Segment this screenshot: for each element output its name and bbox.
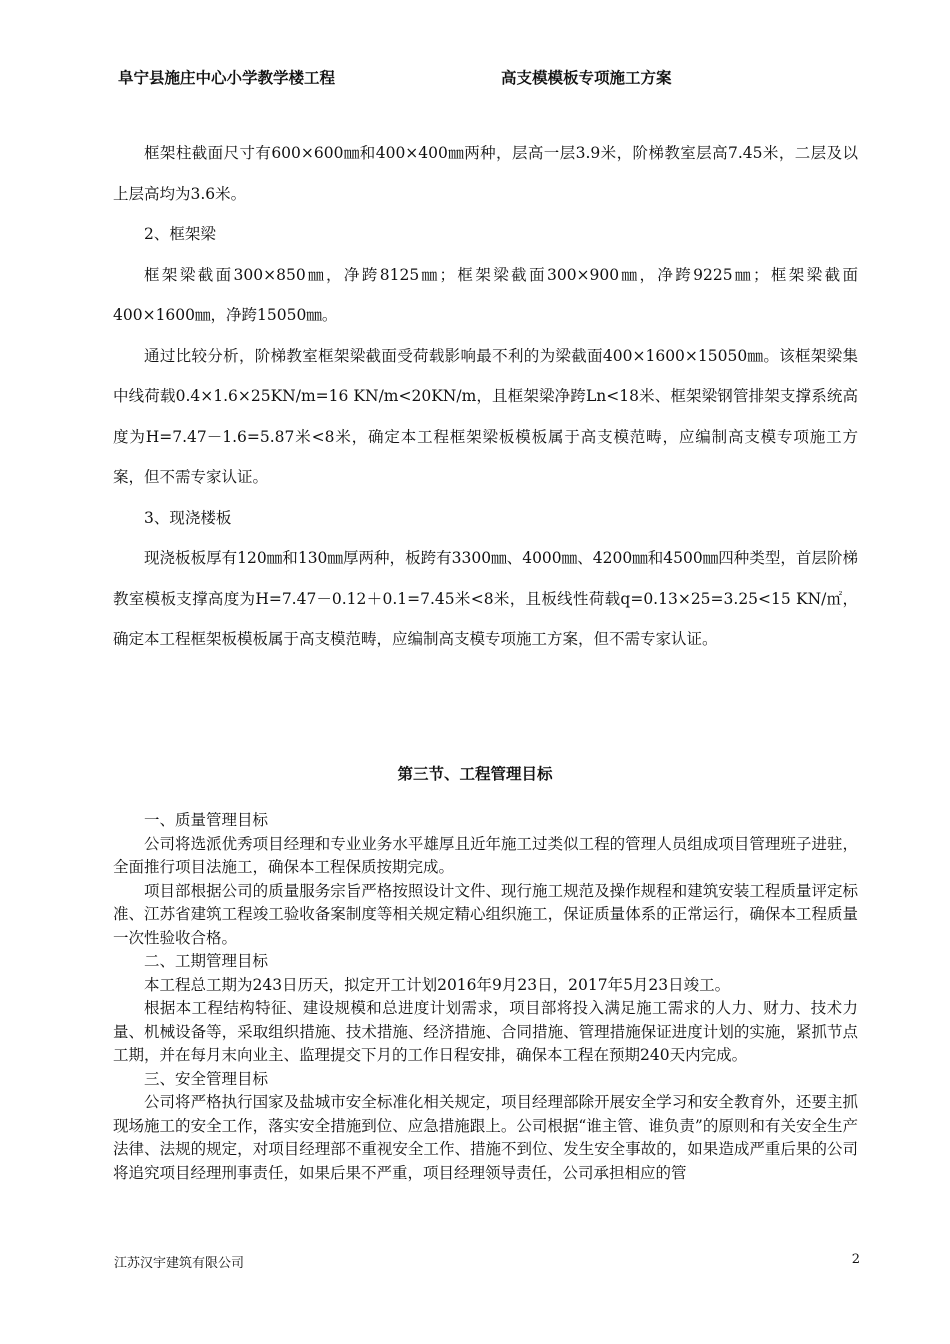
subheading-safety: 三、安全管理目标 xyxy=(144,1069,269,1088)
paragraph-schedule-measures: 根据本工程结构特征、建设规模和总进度计划需求，项目部将投入满足施工需求的人力、财力、技术力量、机械设备等，采取组织措施、技术措施、经济措施、合同措施、管理措施保证进度计划的实施，紧抓节点工期，并在每月末向业主、监理提交下月的工作日程安排，确保本工程在预期240天内完成。 xyxy=(113,999,858,1064)
header-document-title: 高支模模板专项施工方案 xyxy=(501,69,672,87)
management-goals-section xyxy=(113,809,858,1185)
footer-company: 江苏汉宇建筑有限公司 xyxy=(114,1256,245,1271)
structure-description-section xyxy=(113,133,858,660)
header-project-name: 阜宁县施庄中心小学教学楼工程 xyxy=(118,69,336,87)
paragraph-safety-policy: 公司将严格执行国家及盐城市安全标准化相关规定，项目经理部除开展安全学习和安全教育外，还要主抓现场施工的安全工作，落实安全措施到位、应急措施跟上。公司根据“谁主管、谁负责”的原则和有关安全生产法律、法规的规定，对项目经理部不重视安全工作、措施不到位、发生安全事故的，如果造成严重后果的公司将追究项目经理刑事责任，如果后果不严重，项目经理领导责任，公司承担相应的管 xyxy=(113,1093,858,1182)
page-footer xyxy=(114,1252,860,1271)
paragraph-beam-sections: 框架梁截面300×850㎜，净跨8125㎜；框架梁截面300×900㎜，净跨9225㎜；框架梁截面400×1600㎜，净跨15050㎜。 xyxy=(113,265,858,324)
paragraph-schedule-duration: 本工程总工期为243日历天，拟定开工计划2016年9月23日，2017年5月23日竣工。 xyxy=(144,975,731,994)
paragraph-slab-analysis: 现浇板板厚有120㎜和130㎜厚两种，板跨有3300㎜、4000㎜、4200㎜和4500㎜四种类型，首层阶梯教室模板支撑高度为H=7.47－0.12＋0.1=7.45米<8米，且板线性荷载q=0.13×25=3.25<15 KN/㎡，确定本工程框架板模板属于高支模范畴，应编制高支模专项施工方案，但不需专家认证。 xyxy=(113,549,858,648)
subheading-schedule: 二、工期管理目标 xyxy=(144,952,269,970)
paragraph-column-sizes: 框架柱截面尺寸有600×600㎜和400×400㎜两种，层高一层3.9米，阶梯教室层高7.45米，二层及以上层高均为3.6米。 xyxy=(113,144,858,203)
page-number: 2 xyxy=(851,1252,860,1267)
paragraph-quality-standards: 项目部根据公司的质量服务宗旨严格按照设计文件、现行施工规范及操作规程和建筑安装工程质量评定标准、江苏省建筑工程竣工验收备案制度等相关规定精心组织施工，保证质量体系的正常运行，确保本工程质量一次性验收合格。 xyxy=(113,881,858,947)
subheading-cast-slab: 3、现浇楼板 xyxy=(144,508,232,527)
paragraph-beam-analysis: 通过比较分析，阶梯教室框架梁截面受荷载影响最不利的为梁截面400×1600×15050㎜。该框架梁集中线荷载0.4×1.6×25KN/m=16 KN/m<20KN/m，且框架梁净跨Ln<18米、框架梁钢管排架支撑系统高度为H=7.47－1.6=5.87米<8米，确定本工程框架梁板模板属于高支模范畴，应编制高支模专项施工方案，但不需专家认证。 xyxy=(113,346,858,486)
section-title: 第三节、工程管理目标 xyxy=(397,765,553,783)
page-header xyxy=(118,66,838,92)
paragraph-quality-team: 公司将选派优秀项目经理和专业业务水平雄厚且近年施工过类似工程的管理人员组成项目管理班子进驻，全面推行项目法施工，确保本工程保质按期完成。 xyxy=(113,834,858,876)
subheading-quality: 一、质量管理目标 xyxy=(144,811,269,829)
subheading-frame-beam: 2、框架梁 xyxy=(144,225,216,243)
